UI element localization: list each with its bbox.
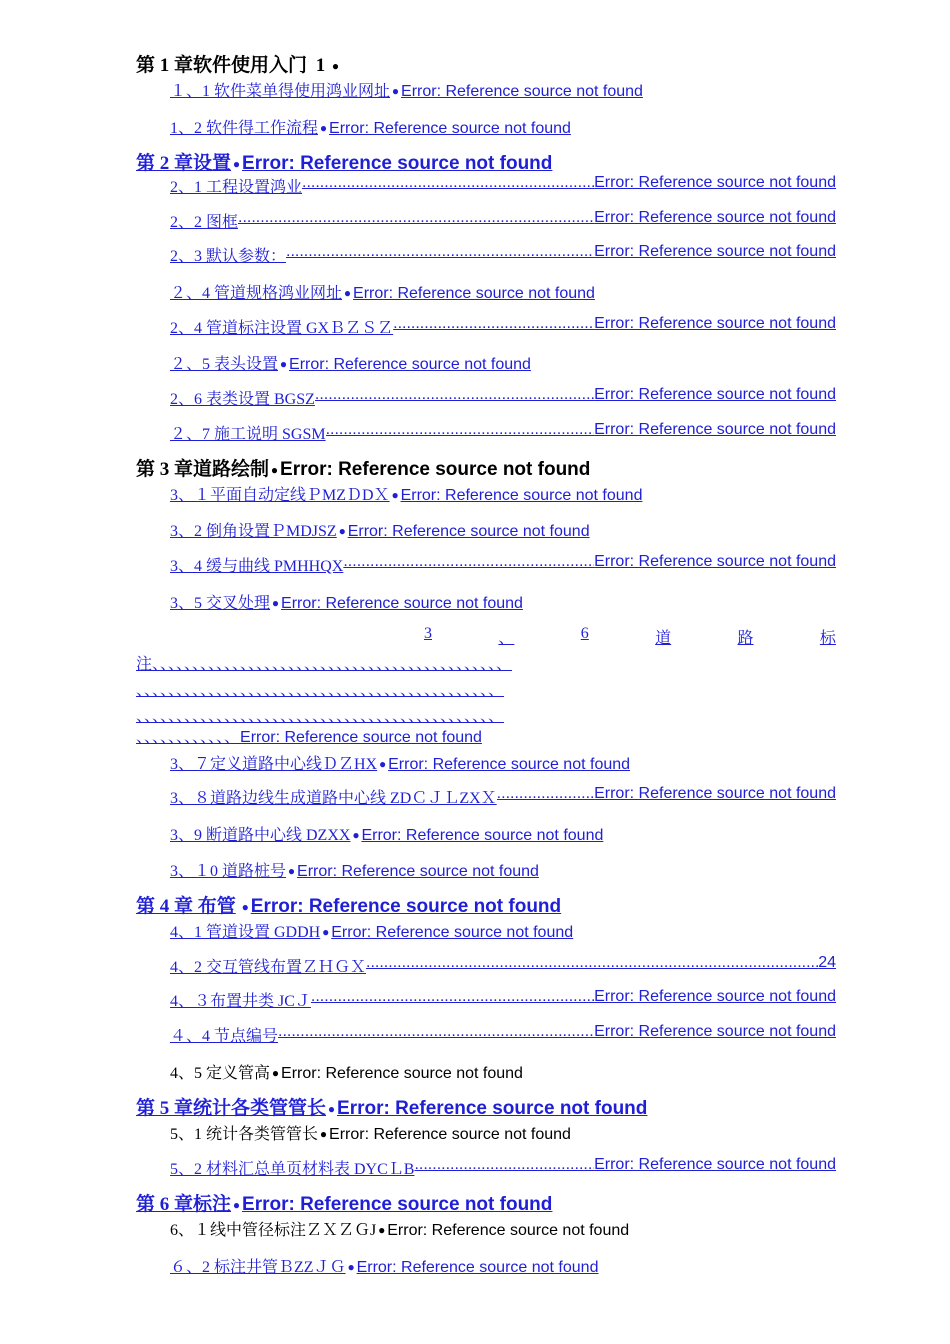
- toc-title: 3、７定义道路中心线ＤＺHX: [170, 756, 378, 773]
- toc-error: Error: Reference source not found: [594, 315, 836, 332]
- toc-title: 第 4 章 布管: [136, 896, 236, 917]
- toc-leader-dots: [238, 209, 594, 232]
- field-marker-icon: ●: [287, 864, 296, 878]
- toc-error: Error: Reference source not found: [594, 386, 836, 403]
- field-marker-icon: ●: [270, 463, 279, 477]
- toc-title: 第 2 章设置: [136, 153, 232, 174]
- toc-title: ４、4 节点编号: [170, 1028, 279, 1045]
- toc-chapter-4[interactable]: [136, 891, 836, 918]
- toc-entry-2-7[interactable]: [170, 421, 836, 444]
- toc-chapter-1[interactable]: [136, 50, 836, 77]
- toc-error: Error: Reference source not found: [353, 285, 595, 302]
- toc-title: 2、3 默认参数：: [170, 248, 287, 265]
- toc-title: ２、4 管道规格鸿业网址: [170, 285, 343, 302]
- toc-entry-3-1[interactable]: [170, 482, 836, 505]
- toc-error: Error: Reference source not found: [594, 988, 836, 1005]
- toc-title: 2、2 图框: [170, 214, 239, 231]
- field-marker-icon: ●: [338, 524, 346, 538]
- toc-chapter-5[interactable]: [136, 1093, 836, 1120]
- toc-entry-2-6[interactable]: [170, 386, 836, 409]
- toc-title: 5、2 材料汇总单页材料表 DYCＬB: [170, 1161, 415, 1178]
- field-marker-icon: ●: [327, 1102, 336, 1116]
- toc-error: Error: Reference source not found: [594, 174, 836, 191]
- toc-title: 4、5 定义管高: [170, 1065, 271, 1082]
- toc-title: 2、4 管道标注设置 GXＢＺＳＺ: [170, 320, 394, 337]
- field-marker-icon: ●: [241, 900, 249, 914]
- field-marker-icon: ●: [391, 84, 400, 98]
- field-marker-icon: ●: [331, 59, 340, 73]
- toc-entry-2-3[interactable]: [170, 243, 836, 266]
- toc-title: 4、1 管道设置 GDDH: [170, 924, 321, 941]
- toc-chapter-3[interactable]: [136, 454, 836, 481]
- toc-error: Error: Reference source not found: [297, 863, 539, 880]
- toc-title: ２、7 施工说明 SGSM: [170, 426, 326, 443]
- toc-entry-2-4b[interactable]: [170, 315, 836, 338]
- toc-entry-3-4[interactable]: [170, 553, 836, 576]
- toc-entry-3-10[interactable]: [170, 858, 836, 881]
- toc-entry-4-4[interactable]: [170, 1023, 836, 1046]
- toc-title: 第 3 章道路绘制: [136, 459, 270, 480]
- toc-leader-dots: [315, 386, 594, 409]
- field-marker-icon: ●: [319, 1127, 328, 1141]
- toc-entry-4-3[interactable]: [170, 988, 836, 1011]
- toc-title: 3、８道路边线生成道路中心线 ZDＣＪＬZXＸ: [170, 790, 497, 807]
- toc-entry-1-1[interactable]: [170, 78, 836, 101]
- toc-error: Error: Reference source not found: [400, 487, 643, 504]
- toc-chapter-2[interactable]: [136, 148, 836, 175]
- toc-title: 3、2 倒角设置ＰMDJSZ: [170, 523, 337, 540]
- toc-error: Error: Reference source not found: [281, 595, 523, 612]
- toc-entry-3-2[interactable]: [170, 518, 836, 541]
- toc-error: Error: Reference source not found: [356, 1259, 599, 1276]
- toc-entry-3-6-line2[interactable]: 注、、、、、、、、、、、、、、、、、、、、、、、、、、、、、、、、、、、、、、、、、、、、: [136, 656, 513, 673]
- field-marker-icon: ●: [232, 1198, 241, 1212]
- toc-title: 3、１0 道路桩号: [170, 863, 287, 880]
- toc-error: Error: Reference source not found: [594, 209, 836, 226]
- toc-title: 3、9 断道路中心线 DZXX: [170, 827, 351, 844]
- toc-entry-3-9[interactable]: [170, 822, 836, 845]
- toc-leader-dots: [366, 954, 818, 977]
- toc-title: 3、１平面自动定线ＰMZＤDＸ: [170, 487, 390, 504]
- toc-entry-1-2[interactable]: [170, 115, 836, 138]
- toc-error: Error: Reference source not found: [387, 1222, 630, 1239]
- toc-title: 第 1 章软件使用入门: [136, 55, 308, 76]
- toc-error: Error: Reference source not found: [337, 1098, 648, 1119]
- toc-leader-dots: [311, 988, 594, 1011]
- toc-title: １、1 软件菜单得使用鸿业网址: [170, 83, 391, 100]
- toc-char: 、: [498, 630, 515, 647]
- toc-error: Error: Reference source not found: [289, 356, 531, 373]
- toc-entry-3-6-line3[interactable]: 、、、、、、、、、、、、、、、、、、、、、、、、、、、、、、、、、、、、、、、、、、、、、: [136, 682, 505, 699]
- toc-leader-dots: [497, 785, 594, 808]
- toc-entry-3-8[interactable]: [170, 785, 836, 808]
- toc-chapter-6[interactable]: [136, 1189, 836, 1216]
- toc-entry-6-1[interactable]: [170, 1217, 836, 1240]
- field-marker-icon: ●: [322, 925, 330, 939]
- toc-char: 6: [580, 625, 589, 642]
- toc-entry-4-2[interactable]: [170, 954, 836, 977]
- toc-error: Error: Reference source not found: [242, 1194, 553, 1215]
- toc-error: Error: Reference source not found: [329, 1126, 571, 1143]
- toc-error: Error: Reference source not found: [280, 459, 591, 480]
- toc-error: Error: Reference source not found: [594, 785, 836, 802]
- toc-leader-dots: [326, 421, 595, 444]
- toc-title: ６、2 标注井管ＢZZＪＧ: [170, 1259, 346, 1276]
- field-marker-icon: ●: [378, 1223, 386, 1237]
- toc-title: 第 5 章统计各类管管长: [136, 1098, 327, 1119]
- toc-entry-2-2[interactable]: [170, 209, 836, 232]
- toc-leader-dots: [414, 1156, 594, 1179]
- toc-leader-dots: [343, 553, 594, 576]
- toc-error: Error: Reference source not found: [242, 153, 553, 174]
- field-marker-icon: ●: [271, 1066, 280, 1080]
- toc-page-number: 24: [818, 954, 836, 971]
- toc-error: Error: Reference source not found: [347, 523, 590, 540]
- toc-error: Error: Reference source not found: [594, 1023, 836, 1040]
- toc-entry-2-1[interactable]: [170, 174, 836, 197]
- toc-error: Error: Reference source not found: [594, 421, 836, 438]
- toc-leader-dots: [302, 174, 594, 197]
- toc-error: Error: Reference source not found: [329, 120, 571, 137]
- toc-entry-5-1[interactable]: [170, 1121, 836, 1144]
- toc-leader-dots: [393, 315, 594, 338]
- toc-entry-6-2[interactable]: [170, 1254, 836, 1277]
- toc-leader-dots: [278, 1023, 594, 1046]
- toc-title: 1、2 软件得工作流程: [170, 120, 319, 137]
- field-marker-icon: ●: [347, 1260, 355, 1274]
- toc-error: Error: Reference source not found: [240, 729, 482, 746]
- toc-title: 3、5 交叉处理: [170, 595, 271, 612]
- toc-title: ２、5 表头设置: [170, 356, 279, 373]
- field-marker-icon: ●: [319, 121, 328, 135]
- field-marker-icon: ●: [352, 828, 360, 842]
- toc-entry-3-6-line5[interactable]: [136, 724, 836, 747]
- toc-title: 4、2 交互管线布置ＺＨＧＸ: [170, 959, 367, 976]
- toc-char: 路: [737, 630, 754, 647]
- toc-error: Error: Reference source not found: [401, 83, 643, 100]
- toc-error: Error: Reference source not found: [361, 827, 604, 844]
- field-marker-icon: ●: [279, 357, 288, 371]
- toc-error: Error: Reference source not found: [388, 756, 631, 773]
- toc-entry-4-1[interactable]: [170, 919, 836, 942]
- toc-error: Error: Reference source not found: [250, 896, 562, 917]
- toc-error: Error: Reference source not found: [594, 1156, 836, 1173]
- toc-title: 5、1 统计各类管管长: [170, 1126, 319, 1143]
- toc-title: 2、1 工程设置鸿业: [170, 179, 303, 196]
- field-marker-icon: ●: [379, 757, 387, 771]
- toc-char: 道: [655, 630, 672, 647]
- toc-title: 4、３布置井类 JCＪ: [170, 993, 311, 1010]
- field-marker-icon: ●: [232, 157, 241, 171]
- field-marker-icon: ●: [271, 596, 280, 610]
- toc-title: 6、１线中管径标注ＺＸＺＧJ: [170, 1222, 377, 1239]
- toc-entry-4-5[interactable]: [170, 1060, 836, 1083]
- toc-title: 3、4 缓与曲线 PMHHQX: [170, 558, 344, 575]
- toc-char: 标: [819, 630, 836, 647]
- toc-error: Error: Reference source not found: [594, 243, 836, 260]
- toc-entry-3-6-line4[interactable]: 、、、、、、、、、、、、、、、、、、、、、、、、、、、、、、、、、、、、、、、、、、、、、: [136, 708, 505, 725]
- toc-title: 第 6 章标注: [136, 1194, 232, 1215]
- toc-error: Error: Reference source not found: [281, 1065, 523, 1082]
- toc-entry-5-2[interactable]: [170, 1156, 836, 1179]
- toc-entry-3-5[interactable]: [170, 590, 836, 613]
- toc-entry-3-6-line1[interactable]: [424, 625, 836, 648]
- toc-entry-2-5[interactable]: [170, 351, 836, 374]
- toc-leader-dots: [286, 243, 594, 266]
- toc-title: 、、、、、、、、、、、、: [136, 729, 241, 746]
- toc-page-number: 1: [315, 55, 326, 76]
- toc-error: Error: Reference source not found: [594, 553, 836, 570]
- toc-entry-3-7[interactable]: [170, 751, 836, 774]
- toc-error: Error: Reference source not found: [331, 924, 574, 941]
- toc-title: 2、6 表类设置 BGSZ: [170, 391, 315, 408]
- field-marker-icon: ●: [391, 488, 399, 502]
- toc-char: 3: [424, 625, 432, 642]
- toc-entry-2-4a[interactable]: [170, 280, 836, 303]
- field-marker-icon: ●: [343, 286, 352, 300]
